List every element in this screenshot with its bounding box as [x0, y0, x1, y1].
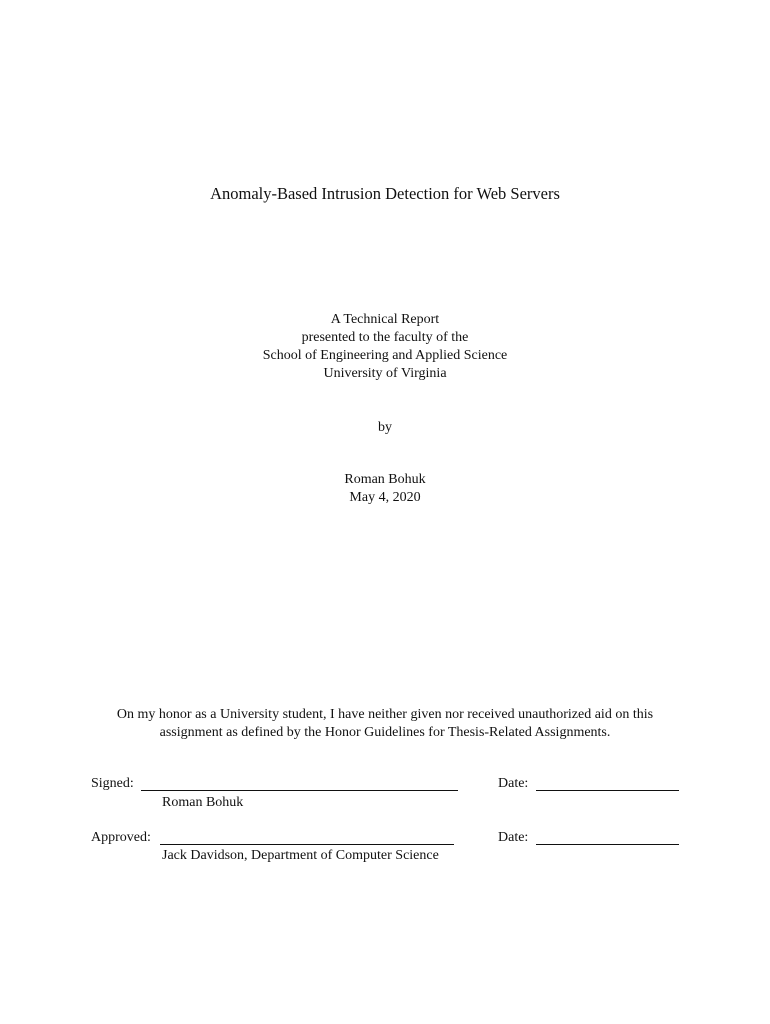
signed-date-label: Date:	[498, 776, 529, 791]
report-description	[0, 311, 770, 383]
signed-row	[0, 775, 770, 795]
approved-row	[0, 829, 770, 849]
signed-signature-line[interactable]	[141, 790, 458, 791]
report-date: May 4, 2020	[349, 490, 421, 505]
author-name: Roman Bohuk	[344, 472, 426, 487]
signed-name: Roman Bohuk	[162, 795, 244, 810]
honor-line: On my honor as a University student, I have neither given nor received unauthorized aid on this	[116, 707, 654, 722]
signed-date-line[interactable]	[536, 790, 679, 791]
honor-line: assignment as defined by the Honor Guidelines for Thesis-Related Assignments.	[159, 725, 611, 740]
report-title: Anomaly-Based Intrusion Detection for Web Servers	[210, 184, 560, 203]
report-line: University of Virginia	[323, 366, 447, 381]
report-line: A Technical Report	[330, 312, 440, 327]
signed-label: Signed:	[91, 776, 134, 791]
report-line: School of Engineering and Applied Science	[262, 348, 508, 363]
approved-signature-line[interactable]	[160, 844, 454, 845]
report-line: presented to the faculty of the	[301, 330, 469, 345]
approved-name: Jack Davidson, Department of Computer Science	[162, 848, 439, 863]
approved-date-line[interactable]	[536, 844, 679, 845]
by-text: by	[378, 420, 392, 435]
approved-date-label: Date:	[498, 830, 529, 845]
approved-label: Approved:	[91, 830, 151, 845]
author-block	[0, 471, 770, 507]
honor-pledge	[0, 706, 770, 742]
